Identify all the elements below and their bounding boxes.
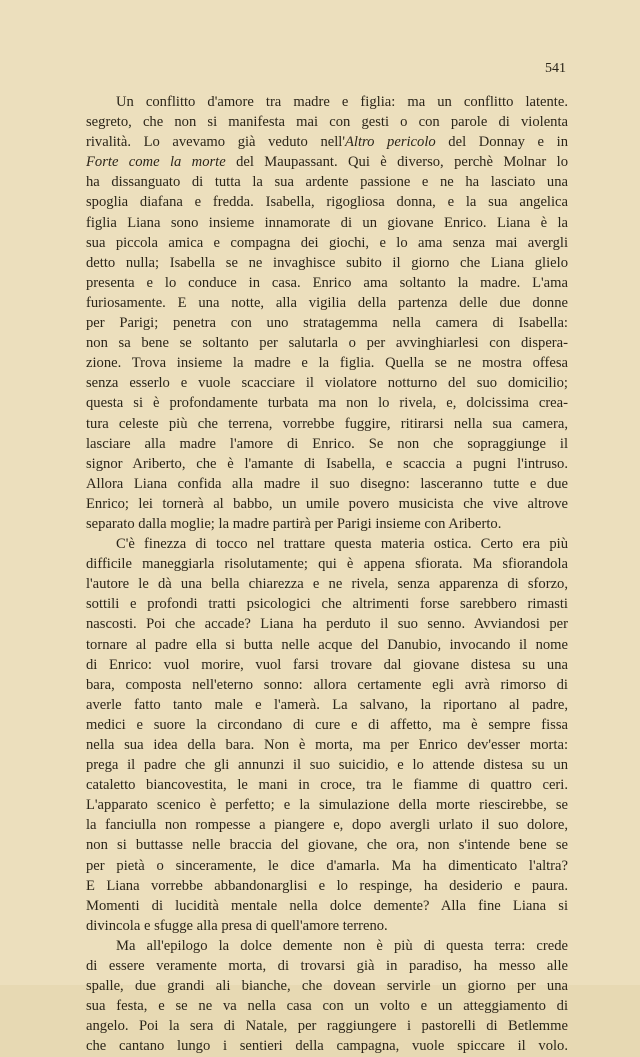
text-line: separato dalla moglie; la madre partirà per Parigi insieme con Ariberto. [86,515,502,532]
text-line: cataletto biancovestita, le mani in croce, tra le fiamme di quattro ceri. [86,777,568,794]
text-line: Ma all'epilogo la dolce demente non è più di questa terra: crede [116,937,568,954]
text-line: sua festa, e se ne va nella casa con un volto e un atteggiamento di [86,998,568,1015]
text-line: per Parigi; penetra con uno stratagemma nella camera di Isabella: [86,315,568,332]
text-line: E Liana vorrebbe abbandonarglisi e lo respinge, ha desiderio e paura. [86,877,568,894]
text-line: nascosti. Poi che accade? Liana ha perduto il suo senno. Avviandosi per [86,616,568,633]
text-line: medici e suore la circondano di cure e di affetto, ma è sempre fissa [86,716,568,733]
text-line: ha dissanguato di tutta la sua ardente passione e ne ha lasciato una [86,174,568,191]
text-line: signor Ariberto, che è l'amante di Isabella, e scaccia a pugni l'intruso. [86,455,568,472]
text-line: divincola e sfugge alla presa di quell'amore terreno. [86,917,388,934]
title-altro-pericolo: Altro pericolo [344,134,436,151]
text-line: per pietà o sinceramente, le dice d'amarla. Ma ha dimenticato l'altra? [86,857,568,874]
text-line: che cantano lungo i sentieri della campagna, vuole spiccare il volo. [86,1038,568,1055]
text-line: difficile maneggiarla risolutamente; qui è appena sfiorata. Ma sfiorandola [86,556,568,573]
text-line: angelo. Poi la sera di Natale, per raggiungere i pastorelli di Betlemme [86,1018,568,1035]
text-line: lasciare alla madre l'amore di Enrico. Se non che sopraggiunge il [86,435,568,452]
text-line: C'è finezza di tocco nel trattare questa materia ostica. Certo era più [116,536,568,553]
text-line: tornare al padre ella si butta nelle acque del Danubio, invocando il nome [86,636,568,653]
text-line: Enrico; lei tornerà al babbo, un umile povero musicista che vive altrove [86,495,568,512]
text-line: non sa bene se soltanto per salutarla o per avvinghiarlesi con dispera- [86,335,568,352]
text-line: questa si è profondamente turbata ma non lo rivela, e, dolcissima crea- [86,395,568,412]
text-line: sua piccola amica e compagna dei giochi, e lo ama senza mai avergli [86,234,568,251]
text-line: bara, composta nell'eterno sonno: allora certamente egli avrà rimorso di [86,676,568,693]
title-forte-come-la-morte: Forte come la morte [86,154,226,171]
text-line: presenta e lo conduce in casa. Enrico ama soltanto la madre. L'ama [86,274,568,291]
text-line: senza esserlo e vuole scacciare il violatore notturno del suo domicilio; [86,375,568,392]
text-line: rivalità. Lo avevamo già veduto nell'Altro pericolo del Donnay e in [86,134,568,151]
article-body [86,92,568,1057]
text-line: tura celeste più che terrena, vorrebbe fuggire, ritirarsi nella sua camera, [86,415,568,432]
text-line: l'autore le dà una bella chiarezza e ne rivela, senza apparenza di sforzo, [86,576,568,593]
text-line: Momenti di lucidità mentale nella dolce demente? Alla fine Liana si [86,897,568,914]
page-number: 541 [545,61,566,76]
text-line: segreto, che non si manifesta mai con gesti o con parole di violenta [86,114,568,131]
text-line: L'apparato scenico è perfetto; e la simulazione della morte riescirebbe, se [86,797,568,814]
text-line: nella sua idea della bara. Non è morta, ma per Enrico dev'esser morta: [86,737,568,753]
text-line: Un conflitto d'amore tra madre e figlia: ma un conflitto latente. [116,94,568,110]
text-line: detto nulla; Isabella se ne invaghisce subito il giorno che Liana glielo [86,254,568,271]
text-line: non si buttasse nelle braccia del giovane, che ora, non s'intende bene se [86,837,568,854]
text-line: furiosamente. E una notte, alla vigilia della partenza delle due donne [86,294,568,311]
text-line: prega il padre che gli annunzi il suo suicidio, e lo attende distesa su un [86,757,568,774]
paragraph-1 [86,92,568,534]
text-line: zione. Trova insieme la madre e la figlia. Quella se ne mostra offesa [86,355,568,372]
paragraph-2 [86,534,568,936]
text-line: di essere veramente morta, di trovarsi già in paradiso, ha messo alle [86,958,568,975]
text-line: di Enrico: vuol morire, vuol farsi trovare dal giovane distesa su una [86,656,568,673]
text-line: Allora Liana confida alla madre il suo disegno: lasceranno tutte e due [86,475,568,492]
text-line: spoglia diafana e fredda. Isabella, rigogliosa donna, e la sua angelica [86,194,568,211]
text-line: Forte come la morte del Maupassant. Qui è diverso, perchè Molnar lo [86,154,569,171]
text-line: sottili e profondi tratti psicologici che altrimenti forse sarebbero rimasti [86,596,568,613]
text-line: averle fatto tanto male e l'amerà. La salvano, la riportano al padre, [86,696,568,713]
paragraph-3 [86,936,568,1057]
text-line: la fanciulla non rompesse a piangere e, dopo avergli urlato il suo dolore, [86,817,568,834]
text-line: spalle, due grandi ali bianche, che dovean servirle un giorno per una [86,978,568,995]
text-line: figlia Liana sono insieme innamorate di un giovane Enrico. Liana è la [86,214,568,231]
